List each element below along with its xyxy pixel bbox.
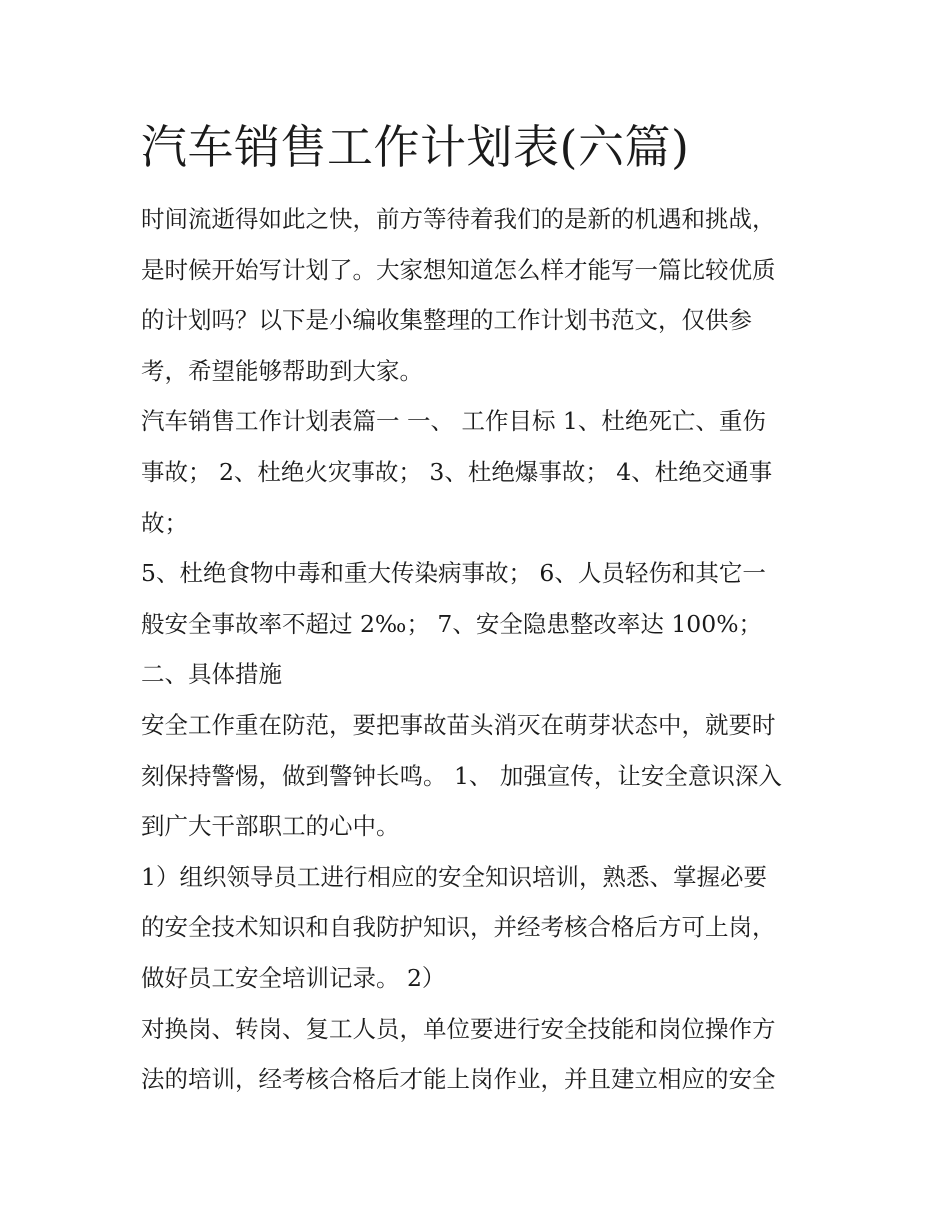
text-line: 做好员工安全培训记录。 2） — [141, 963, 446, 992]
text-line: 汽车销售工作计划表篇一 一、 工作目标 1、杜绝死亡、重伤 — [141, 407, 766, 436]
text-line: 刻保持警惕，做到警钟长鸣。 1、 加强宣传，让安全意识深入 — [141, 761, 782, 790]
paragraph-prevention — [141, 700, 821, 852]
document-page — [141, 114, 821, 1105]
text-line: 考，希望能够帮助到大家。 — [141, 356, 423, 385]
text-line: 是时候开始写计划了。大家想知道怎么样才能写一篇比较优质 — [141, 255, 776, 284]
text-line: 到广大干部职工的心中。 — [141, 812, 400, 841]
paragraph-intro — [141, 194, 821, 396]
section-heading-measures — [141, 649, 821, 700]
text-line: 安全工作重在防范，要把事故苗头消灭在萌芽状态中，就要时 — [141, 710, 776, 739]
text-line: 5、杜绝食物中毒和重大传染病事故； 6、人员轻伤和其它一 — [141, 559, 766, 588]
text-line: 的安全技术知识和自我防护知识，并经考核合格后方可上岗， — [141, 913, 776, 942]
text-line: 的计划吗？以下是小编收集整理的工作计划书范文，仅供参 — [141, 306, 752, 335]
text-line: 对换岗、转岗、复工人员，单位要进行安全技能和岗位操作方 — [141, 1014, 776, 1043]
text-line: 法的培训，经考核合格后才能上岗作业，并且建立相应的安全 — [141, 1065, 776, 1094]
paragraph-training — [141, 852, 821, 1004]
text-line: 事故； 2、杜绝火灾事故； 3、杜绝爆事故； 4、杜绝交通事 — [141, 457, 773, 486]
text-line: 时间流逝得如此之快，前方等待着我们的是新的机遇和挑战， — [141, 205, 776, 233]
text-line: 故； — [141, 508, 188, 537]
paragraph-job-transfer — [141, 1004, 821, 1105]
text-line: 1）组织领导员工进行相应的安全知识培训，熟悉、掌握必要 — [141, 862, 767, 891]
paragraph-goals — [141, 396, 821, 548]
text-line: 般安全事故率不超过 2‰； 7、安全隐患整改率达 100%； — [141, 609, 763, 638]
text-line: 二、具体措施 — [141, 660, 282, 689]
paragraph-goals-continued — [141, 548, 821, 649]
document-title: 汽车销售工作计划表(六篇) — [141, 120, 690, 174]
